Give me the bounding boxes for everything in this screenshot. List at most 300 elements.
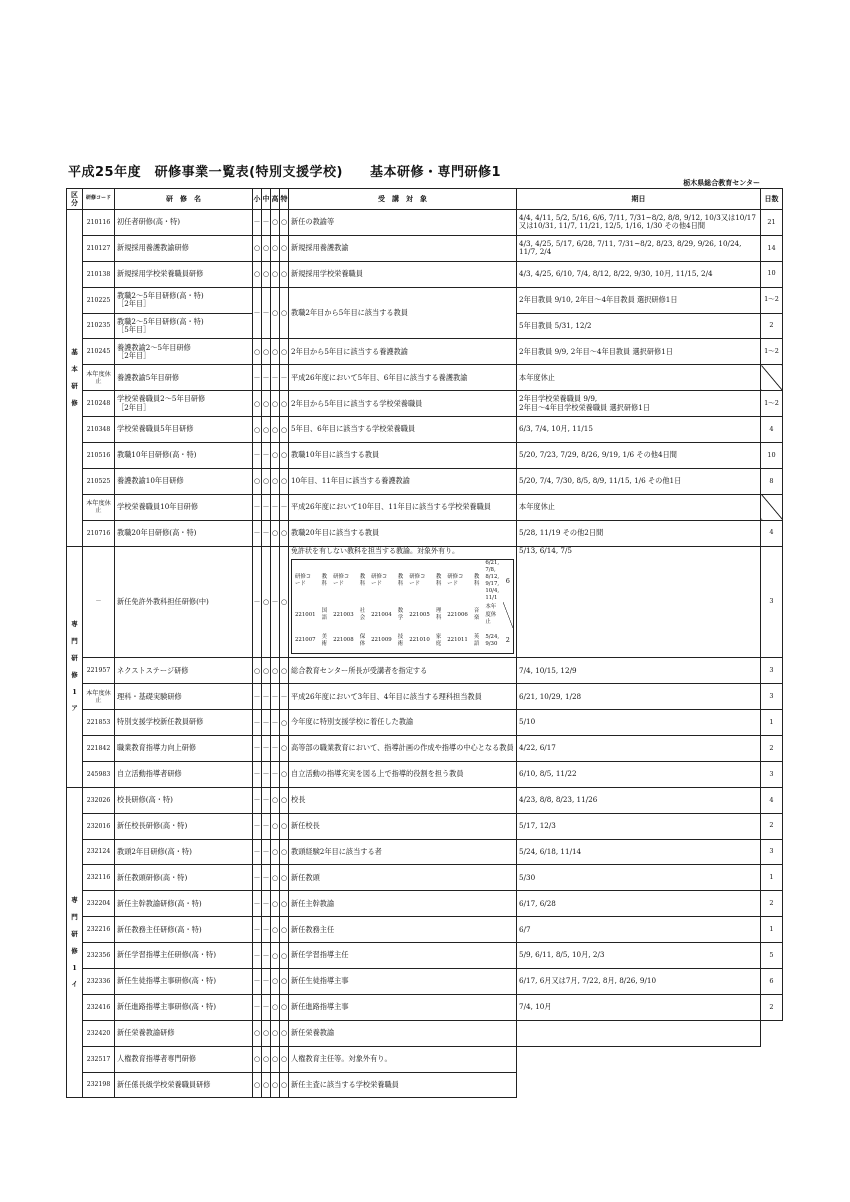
mark-junior: －	[262, 710, 271, 736]
training-dates: 4/22, 6/17	[517, 736, 761, 762]
training-name: 学校栄養職員2～5年目研修 ［2年目］	[115, 391, 253, 417]
training-days: 4	[761, 417, 783, 443]
training-name: 新規採用養護教諭研修	[115, 235, 253, 261]
mark-special: ○	[280, 391, 289, 417]
training-code: 210245	[83, 339, 115, 365]
subject-cell: 音楽	[473, 607, 480, 621]
table-row	[67, 494, 783, 520]
training-target: 新任栄養教諭	[289, 1020, 517, 1046]
table-row	[67, 787, 783, 813]
table-row	[67, 210, 783, 236]
training-table	[66, 188, 783, 1098]
training-days: 2	[761, 736, 783, 762]
subject-cell: 221004	[371, 611, 392, 618]
training-name: 校長研修(高・特)	[115, 787, 253, 813]
mark-special: ○	[280, 710, 289, 736]
mark-high: ○	[271, 468, 280, 494]
mark-junior: －	[262, 684, 271, 710]
training-code: 232198	[83, 1072, 115, 1098]
training-dates: 7/4, 10/15, 12/9	[517, 658, 761, 684]
training-name: 新任進路指導主事研修(高・特)	[115, 994, 253, 1020]
mark-special: ○	[280, 761, 289, 787]
training-target: 今年度に特別支援学校に着任した教諭	[289, 710, 517, 736]
training-dates: 7/4, 10月	[517, 994, 761, 1020]
table-row	[67, 891, 783, 917]
table-row	[67, 865, 783, 891]
training-days: 1～2	[761, 287, 783, 313]
mark-special: ○	[280, 787, 289, 813]
table-row	[67, 468, 783, 494]
mark-special: ○	[280, 468, 289, 494]
training-target: 平成26年度において3年目、4年目に該当する理科担当教員	[289, 684, 517, 710]
mark-high: －	[271, 736, 280, 762]
training-target: 教職2年目から5年目に該当する教員	[289, 287, 517, 339]
subject-header: 研修コード	[333, 574, 350, 588]
table-row	[67, 339, 783, 365]
training-target: 新任学習指導主任	[289, 943, 517, 969]
training-days	[761, 365, 783, 391]
mark-elementary: ○	[253, 1020, 262, 1046]
subject-cell: 技術	[397, 633, 404, 647]
training-name: 新任教務主任研修(高・特)	[115, 917, 253, 943]
mark-elementary: －	[253, 494, 262, 520]
training-name: 新任係長級学校栄養職員研修	[115, 1072, 253, 1098]
col-header-junior: 中	[262, 189, 271, 210]
table-row	[67, 1072, 783, 1098]
mark-elementary: －	[253, 994, 262, 1020]
mark-elementary: ○	[253, 339, 262, 365]
mark-high: ○	[271, 787, 280, 813]
mark-junior: －	[262, 787, 271, 813]
training-code: 本年度休止	[83, 494, 115, 520]
training-days: 3	[761, 761, 783, 787]
training-code: 210127	[83, 235, 115, 261]
training-name: 理科・基礎実験研修	[115, 684, 253, 710]
section-label: 基 本 研 修	[67, 210, 83, 547]
training-target: 新規採用学校栄養職員	[289, 261, 517, 287]
training-days: 2	[761, 313, 783, 339]
mark-elementary: －	[253, 684, 262, 710]
training-target	[289, 546, 517, 658]
mark-junior: ○	[262, 235, 271, 261]
training-days: 2	[761, 994, 783, 1020]
training-dates: 5/28, 11/19 その他2日間	[517, 520, 761, 546]
mark-elementary: －	[253, 839, 262, 865]
training-dates: 5/13, 6/14, 7/5	[517, 546, 761, 658]
training-dates: 4/23, 8/8, 8/23, 11/26	[517, 787, 761, 813]
mark-junior: ○	[262, 546, 271, 658]
mark-high: ○	[271, 443, 280, 469]
subject-cell: 221011	[447, 637, 468, 644]
training-target: 新任生徒指導主事	[289, 969, 517, 995]
training-dates: 5/24, 9/30	[485, 633, 500, 647]
training-code: 210116	[83, 210, 115, 236]
training-code: 本年度休止	[83, 684, 115, 710]
table-row	[67, 658, 783, 684]
mark-elementary: －	[253, 813, 262, 839]
training-dates: 5/9, 6/11, 8/5, 10月, 2/3	[517, 943, 761, 969]
training-name: 新任生徒指導主事研修(高・特)	[115, 969, 253, 995]
mark-elementary: －	[253, 710, 262, 736]
table-row	[67, 839, 783, 865]
mark-special: ○	[280, 546, 289, 658]
subject-cell: 221007	[295, 637, 316, 644]
training-name: 教職2～5年目研修(高・特) ［2年目］	[115, 287, 253, 313]
training-name: 新任栄養教諭研修	[115, 1020, 253, 1046]
training-days: 6	[761, 969, 783, 995]
mark-special: ○	[280, 261, 289, 287]
mark-special: ○	[280, 339, 289, 365]
mark-high: －	[271, 365, 280, 391]
mark-special: ○	[280, 210, 289, 236]
table-row	[67, 1020, 783, 1046]
training-dates: 5/30	[517, 865, 761, 891]
training-code: 210225	[83, 287, 115, 313]
mark-junior: ○	[262, 339, 271, 365]
mark-high: ○	[271, 261, 280, 287]
training-target: 教職20年目に該当する教員	[289, 520, 517, 546]
training-name: 職業教育指導力向上研修	[115, 736, 253, 762]
mark-elementary: ○	[253, 261, 262, 287]
col-header-code: 研修コード	[83, 189, 115, 210]
mark-elementary: －	[253, 365, 262, 391]
col-header-dates: 期日	[517, 189, 761, 210]
mark-special: ○	[280, 235, 289, 261]
training-dates: 2年目教員 9/9, 2年目～4年目教員 選択研修1日	[517, 339, 761, 365]
training-code: 232116	[83, 865, 115, 891]
mark-junior: ○	[262, 391, 271, 417]
col-header-category: 区分	[67, 189, 83, 210]
training-target: 総合教育センター所長が受講者を指定する	[289, 658, 517, 684]
training-name: 養護教諭5年目研修	[115, 365, 253, 391]
section-label: 専 門 研 修 1 ア	[67, 546, 83, 787]
mark-junior: －	[262, 943, 271, 969]
mark-high: ○	[271, 813, 280, 839]
training-target: 新任教頭	[289, 865, 517, 891]
training-code: 210525	[83, 468, 115, 494]
mark-elementary: －	[253, 287, 262, 339]
mark-high: －	[271, 710, 280, 736]
mark-junior: ○	[262, 1020, 271, 1046]
mark-elementary: －	[253, 546, 262, 658]
subject-cell: 社会	[359, 607, 366, 621]
subject-cell: 英語	[473, 633, 480, 647]
table-row	[67, 917, 783, 943]
mark-elementary: －	[253, 787, 262, 813]
mark-high: ○	[271, 339, 280, 365]
training-target: 5年目、6年目に該当する学校栄養職員	[289, 417, 517, 443]
mark-junior: －	[262, 969, 271, 995]
mark-high: ○	[271, 891, 280, 917]
mark-special: ○	[280, 443, 289, 469]
training-name: 教職20年目研修(高・特)	[115, 520, 253, 546]
mark-high: －	[271, 684, 280, 710]
table-row	[67, 365, 783, 391]
training-code: 245983	[83, 761, 115, 787]
training-name: 人権教育指導者専門研修	[115, 1046, 253, 1072]
training-code: 221957	[83, 658, 115, 684]
training-target: 教頭経験2年目に該当する者	[289, 839, 517, 865]
training-code: 210716	[83, 520, 115, 546]
training-target: 新任主査に該当する学校栄養職員	[289, 1072, 517, 1098]
training-days: 21	[761, 210, 783, 236]
training-days: 4	[761, 520, 783, 546]
table-row	[67, 443, 783, 469]
mark-junior: －	[262, 520, 271, 546]
subject-code-table	[291, 559, 514, 654]
mark-junior: ○	[262, 417, 271, 443]
training-target: 高等部の職業教育において、指導計画の作成や指導の中心となる教員	[289, 736, 517, 762]
mark-special: －	[280, 365, 289, 391]
subject-cell: 221001	[295, 611, 316, 618]
training-dates: 6/10, 8/5, 11/22	[517, 761, 761, 787]
training-code: 210248	[83, 391, 115, 417]
training-code: 232124	[83, 839, 115, 865]
mark-elementary: ○	[253, 417, 262, 443]
subject-header: 教科	[397, 574, 404, 588]
organization-name: 栃木県総合教育センター	[683, 179, 760, 187]
mark-elementary: －	[253, 736, 262, 762]
subject-cell: 数学	[397, 607, 404, 621]
mark-special: ○	[280, 287, 289, 339]
table-row	[67, 1046, 783, 1072]
mark-junior: ○	[262, 468, 271, 494]
table-row	[67, 969, 783, 995]
training-code: 221853	[83, 710, 115, 736]
col-header-days: 日数	[761, 189, 783, 210]
subject-header: 研修コード	[409, 574, 426, 588]
subject-cell: 221003	[333, 611, 354, 618]
subject-header: 研修コード	[447, 574, 464, 588]
training-dates	[517, 1020, 761, 1046]
subject-row	[292, 628, 514, 654]
mark-special: ○	[280, 1020, 289, 1046]
training-dates: 2年目教員 9/10, 2年目～4年目教員 選択研修1日	[517, 287, 761, 313]
table-row	[67, 994, 783, 1020]
mark-elementary: －	[253, 210, 262, 236]
training-days: 2	[505, 636, 510, 645]
training-dates: 本年度休止	[485, 604, 497, 625]
mark-special: －	[280, 684, 289, 710]
mark-elementary: －	[253, 443, 262, 469]
training-name: 新任学習指導主任研修(高・特)	[115, 943, 253, 969]
mark-junior: －	[262, 365, 271, 391]
training-name: 新任教頭研修(高・特)	[115, 865, 253, 891]
subject-header: 教科	[359, 574, 366, 588]
mark-special: ○	[280, 839, 289, 865]
training-days	[761, 494, 783, 520]
subject-header-row	[292, 559, 514, 602]
subject-row	[292, 602, 514, 628]
mark-high: ○	[271, 235, 280, 261]
training-days: 10	[761, 443, 783, 469]
subject-cell: 理科	[435, 607, 442, 621]
training-dates: 本年度休止	[517, 365, 761, 391]
mark-special: ○	[280, 417, 289, 443]
mark-elementary: ○	[253, 658, 262, 684]
mark-high: ○	[271, 994, 280, 1020]
mark-elementary: ○	[253, 391, 262, 417]
mark-junior: －	[262, 994, 271, 1020]
training-dates: 5/24, 6/18, 11/14	[517, 839, 761, 865]
mark-high: ○	[271, 917, 280, 943]
mark-special: ○	[280, 865, 289, 891]
table-row	[67, 287, 783, 313]
mark-special: ○	[280, 891, 289, 917]
training-code: 232356	[83, 943, 115, 969]
mark-special: ○	[280, 658, 289, 684]
training-target: 10年目、11年目に該当する養護教諭	[289, 468, 517, 494]
training-days: 1	[761, 865, 783, 891]
mark-special: ○	[280, 520, 289, 546]
table-row	[67, 943, 783, 969]
subject-header: 教科	[321, 574, 328, 588]
training-dates: 2年目学校栄養職員 9/9, 2年目～4年目学校栄養職員 選択研修1日	[517, 391, 761, 417]
table-row	[67, 261, 783, 287]
training-code: 232416	[83, 994, 115, 1020]
mark-special: －	[280, 494, 289, 520]
training-name: ネクストステージ研修	[115, 658, 253, 684]
training-days: 2	[761, 813, 783, 839]
training-dates: 4/3, 4/25, 6/10, 7/4, 8/12, 8/22, 9/30, 10月, 11/15, 2/4	[517, 261, 761, 287]
training-dates: 5/17, 12/3	[517, 813, 761, 839]
mark-junior: ○	[262, 1046, 271, 1072]
training-days	[503, 602, 514, 628]
training-code: 210348	[83, 417, 115, 443]
subject-cell: 221006	[447, 611, 468, 618]
training-dates: 6/3, 7/4, 10月, 11/15	[517, 417, 761, 443]
training-target: 新任校長	[289, 813, 517, 839]
mark-high: ○	[271, 417, 280, 443]
training-dates: 6/17, 6/28	[517, 891, 761, 917]
mark-elementary: －	[253, 520, 262, 546]
training-days: 2	[761, 891, 783, 917]
training-days: 1	[761, 917, 783, 943]
training-days: 5	[761, 943, 783, 969]
training-days: 10	[761, 261, 783, 287]
training-dates: 6/7	[517, 917, 761, 943]
table-row	[67, 710, 783, 736]
training-days: 3	[761, 839, 783, 865]
mark-elementary: －	[253, 943, 262, 969]
subject-header: 教科	[473, 574, 480, 588]
mark-junior: －	[262, 443, 271, 469]
training-code: －	[83, 546, 115, 658]
col-header-elementary: 小	[253, 189, 262, 210]
page-title: 平成25年度 研修事業一覧表(特別支援学校) 基本研修・専門研修1	[68, 165, 502, 180]
table-row	[67, 235, 783, 261]
training-name: 学校栄養職員10年目研修	[115, 494, 253, 520]
mark-high: ○	[271, 658, 280, 684]
training-code: 210138	[83, 261, 115, 287]
mark-special: ○	[280, 994, 289, 1020]
mark-junior: －	[262, 287, 271, 339]
target-text: 免許状を有しない教科を担当する教諭。対象外有り。	[291, 546, 459, 555]
training-days: 4	[761, 787, 783, 813]
training-target: 新任主幹教諭	[289, 891, 517, 917]
training-days: 3	[761, 546, 783, 658]
mark-elementary: －	[253, 969, 262, 995]
training-days: 3	[761, 684, 783, 710]
training-dates: 6/21, 7/8, 8/12, 9/17, 10/4, 11/1	[485, 559, 500, 602]
training-dates: 5/20, 7/23, 7/29, 8/26, 9/19, 1/6 その他4日間	[517, 443, 761, 469]
training-target: 新任の教諭等	[289, 210, 517, 236]
mark-junior: －	[262, 917, 271, 943]
training-name: 初任者研修(高・特)	[115, 210, 253, 236]
training-name: 教職2～5年目研修(高・特) ［5年目］	[115, 313, 253, 339]
training-days: 14	[761, 235, 783, 261]
subject-header: 教科	[435, 574, 442, 588]
training-name: 新任校長研修(高・特)	[115, 813, 253, 839]
mark-elementary: ○	[253, 468, 262, 494]
mark-junior: －	[262, 865, 271, 891]
training-name: 養護教諭10年目研修	[115, 468, 253, 494]
training-target: 新任進路指導主事	[289, 994, 517, 1020]
training-code: 232204	[83, 891, 115, 917]
mark-special: ○	[280, 917, 289, 943]
mark-elementary: ○	[253, 1046, 262, 1072]
training-name: 養護教諭2～5年目研修 ［2年目］	[115, 339, 253, 365]
mark-high: ○	[271, 287, 280, 339]
table-row	[67, 684, 783, 710]
subject-header: 研修コード	[295, 574, 312, 588]
training-target: 新任教務主任	[289, 917, 517, 943]
training-dates: 5/20, 7/4, 7/30, 8/5, 8/9, 11/15, 1/6 その他1日	[517, 468, 761, 494]
mark-high: －	[271, 761, 280, 787]
subject-header: 研修コード	[371, 574, 388, 588]
mark-special: ○	[280, 1046, 289, 1072]
mark-high: ○	[271, 391, 280, 417]
table-row	[67, 736, 783, 762]
col-header-high: 高	[271, 189, 280, 210]
training-code: 210516	[83, 443, 115, 469]
mark-junior: －	[262, 839, 271, 865]
training-days: 8	[761, 468, 783, 494]
mark-special: ○	[280, 943, 289, 969]
mark-junior: ○	[262, 1072, 271, 1098]
training-code: 232420	[83, 1020, 115, 1046]
training-target: 教職10年目に該当する教員	[289, 443, 517, 469]
training-name: 新規採用学校栄養職員研修	[115, 261, 253, 287]
table-row	[67, 417, 783, 443]
mark-special: ○	[280, 969, 289, 995]
training-target: 平成26年度において5年目、6年目に該当する養護教諭	[289, 365, 517, 391]
mark-high: ○	[271, 210, 280, 236]
header-row	[67, 189, 783, 210]
table-row	[67, 813, 783, 839]
mark-elementary: －	[253, 917, 262, 943]
training-dates: 4/4, 4/11, 5/2, 5/16, 6/6, 7/11, 7/31~8/2, 8/8, 9/12, 10/3又は10/17又は10/31, 11/7, 11/21, 12/5, 1/16, 1/30 その他4日間	[517, 210, 761, 236]
mark-high: ○	[271, 865, 280, 891]
training-name: 教職10年目研修(高・特)	[115, 443, 253, 469]
training-dates: 本年度休止	[517, 494, 761, 520]
training-code: 232517	[83, 1046, 115, 1072]
mark-junior: －	[262, 761, 271, 787]
training-target: 自立活動の指導充実を図る上で指導的役割を担う教員	[289, 761, 517, 787]
col-header-name: 研 修 名	[115, 189, 253, 210]
mark-junior: ○	[262, 658, 271, 684]
training-target: 人権教育主任等。対象外有り。	[289, 1046, 517, 1072]
training-name: 新任主幹教諭研修(高・特)	[115, 891, 253, 917]
mark-high: ○	[271, 839, 280, 865]
mark-high: ○	[271, 1020, 280, 1046]
training-dates: 5/10	[517, 710, 761, 736]
training-code: 210235	[83, 313, 115, 339]
mark-high: ○	[271, 943, 280, 969]
training-code: 232016	[83, 813, 115, 839]
mark-special: ○	[280, 736, 289, 762]
training-days: 1～2	[761, 339, 783, 365]
